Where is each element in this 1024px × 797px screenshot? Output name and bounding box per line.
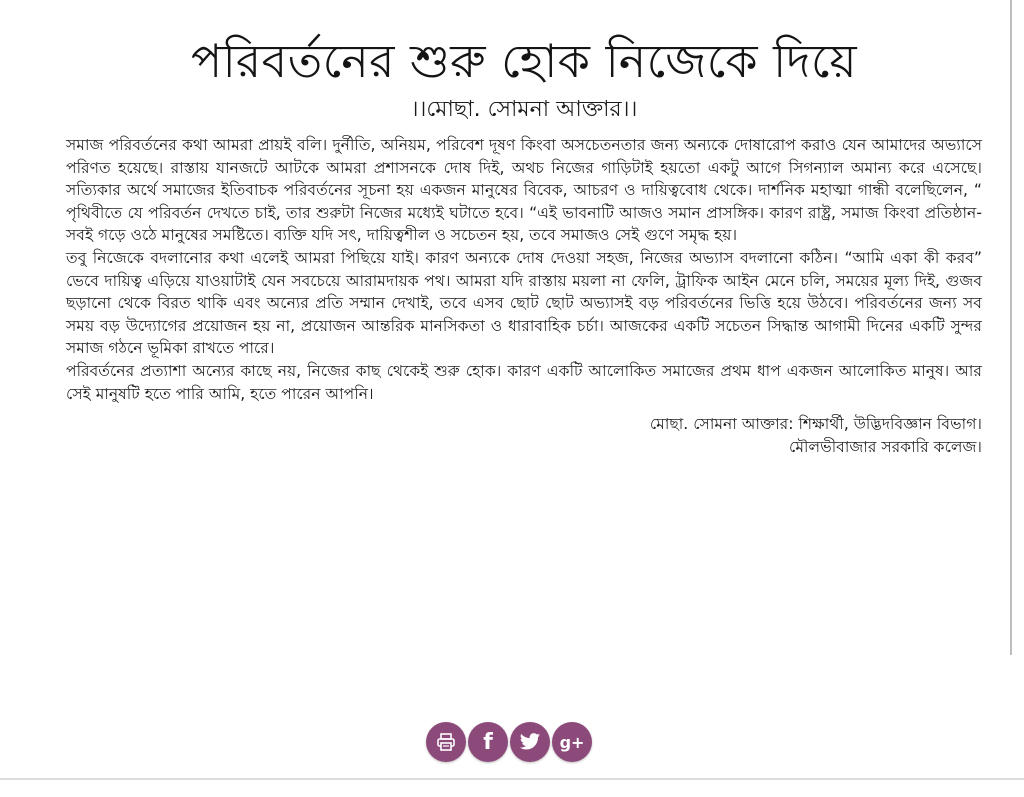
- facebook-share-button[interactable]: [468, 722, 508, 762]
- page-border-bottom: [0, 778, 1024, 780]
- share-bar: [426, 722, 596, 762]
- print-button[interactable]: [426, 722, 466, 762]
- article-paragraph: পরিবর্তনের প্রত্যাশা অন্যের কাছে নয়, নিজের কাছ থেকেই শুরু হোক। কারণ একটি আলোকিত সমাজের প্রথম ধাপ একজন আলোকিত মানুষ। আর সেই মানুষটি হতে পারি আমি, হতে পারেন আপনি।: [66, 361, 983, 403]
- article: [66, 30, 982, 458]
- article-paragraph: তবু নিজেকে বদলানোর কথা এলেই আমরা পিছিয়ে যাই। কারণ অন্যকে দোষ দেওয়া সহজ, নিজের অভ্যাস বদলানো কঠিন। “আমি একা কী করব” ভেবে দায়িত্ব এড়িয়ে যাওয়াটাই যেন সবচেয়ে আরামদায়ক পথ। আমরা যদি রাস্তায় ময়লা না ফেলি, ট্রাফিক আইন মেনে চলি, সময়ের মূল্য দিই, গুজব ছড়ানো থেকে বিরত থাকি এবং অন্যের প্রতি সম্মান দেখাই, তবে এসব ছোট ছোট অভ্যাসই বড় পরিবর্তনের ভিত্তি হয়ে উঠবে। পরিবর্তনের জন্য সব সময় বড় উদ্যোগের প্রয়োজন হয় না, প্রয়োজন আন্তরিক মানসিকতা ও ধারাবাহিক চর্চা। আজকের একটি সচেতন সিদ্ধান্ত আগামী দিনের একটি সুন্দর সমাজ গঠনে ভূমিকা রাখতে পারে।: [66, 248, 982, 358]
- twitter-share-button[interactable]: [510, 722, 550, 762]
- print-icon: [436, 732, 456, 752]
- google-plus-icon: g+: [559, 732, 585, 752]
- facebook-icon: f: [483, 729, 493, 755]
- article-paragraph: সমাজ পরিবর্তনের কথা আমরা প্রায়ই বলি। দুর্নীতি, অনিয়ম, পরিবেশ দূষণ কিংবা অসচেতনতার জন্য অন্যকে দোষারোপ করাও যেন আমাদের অভ্যাসে পরিণত হয়েছে। রাস্তায় যানজটে আটকে আমরা প্রশাসনকে দোষ দিই, অথচ নিজের গাড়িটাই হয়তো একটু আগে সিগন্যাল অমান্য করে এসেছে। সত্যিকার অর্থে সমাজের ইতিবাচক পরিবর্তনের সূচনা হয় একজন মানুষের বিবেক, আচরণ ও দায়িত্ববোধ থেকে। দার্শনিক মহাত্মা গান্ধী বলেছিলেন, “ পৃথিবীতে যে পরিবর্তন দেখতে চাই, তার শুরুটা নিজের মধ্যেই ঘটাতে হবে। “এই ভাবনাটি আজও সমান প্রাসঙ্গিক। কারণ রাষ্ট্র, সমাজ কিংবা প্রতিষ্ঠান-সবই গড়ে ওঠে মানুষের সমষ্টিতে। ব্যক্তি যদি সৎ, দায়িত্বশীল ও সচেতন হয়, তবে সমাজও সেই গুণে সমৃদ্ধ হয়।: [66, 136, 982, 245]
- article-title: পরিবর্তনের শুরু হোক নিজেকে দিয়ে: [190, 34, 858, 88]
- article-byline: ।।মোছা. সোমনা আক্তার।।: [410, 97, 638, 122]
- google-plus-share-button[interactable]: [552, 722, 592, 762]
- author-note-line: মৌলভীবাজার সরকারি কলেজ।: [789, 437, 982, 456]
- twitter-icon: [519, 732, 541, 752]
- page-border-right: [1010, 0, 1012, 655]
- author-note-line: মোছা. সোমনা আক্তার: শিক্ষার্থী, উদ্ভিদবিজ্ঞান বিভাগ।: [649, 415, 982, 434]
- author-note: [66, 413, 982, 458]
